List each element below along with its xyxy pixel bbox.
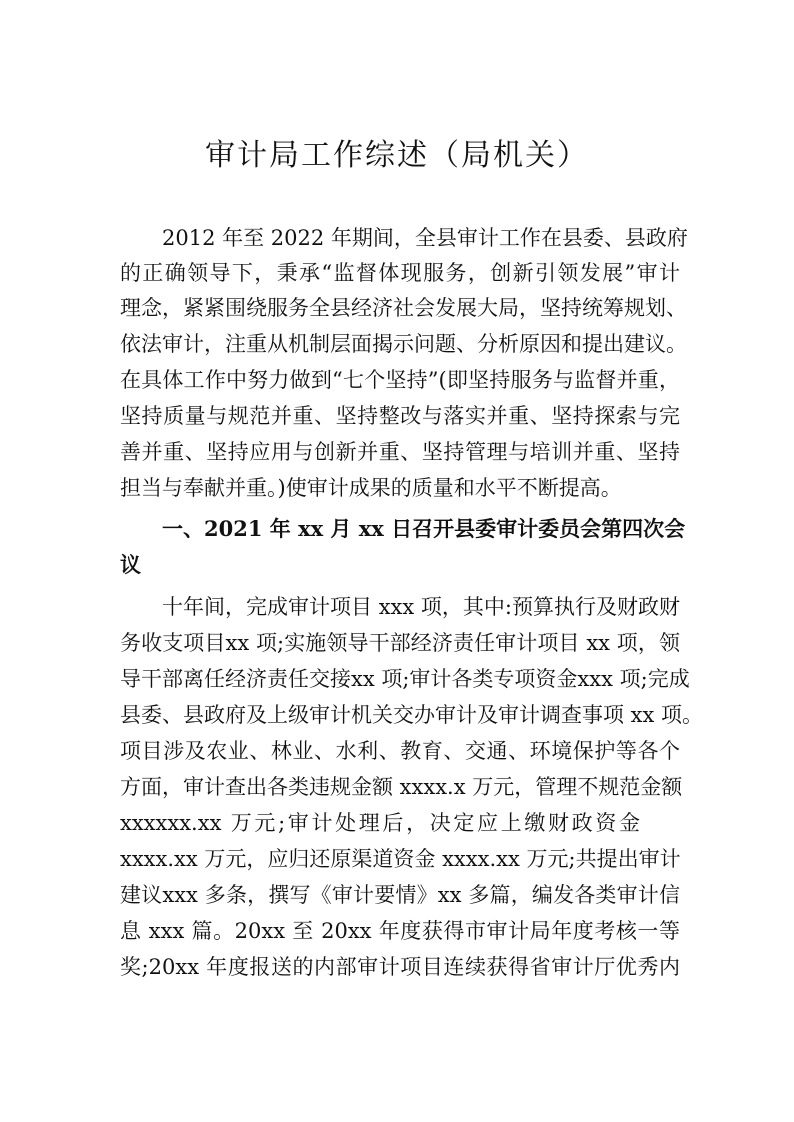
paragraph-line: 务收支项目xx 项;实施领导干部经济责任审计项目 xx 项，领 bbox=[120, 631, 680, 655]
section-heading-line: 议 bbox=[120, 552, 141, 577]
paragraph-line: 方面，审计查出各类违规金额 xxxx.x 万元，管理不规范金额 bbox=[120, 775, 683, 799]
section-heading-line: 一、2021 年 xx 月 xx 日召开县委审计委员会第四次会 bbox=[120, 516, 686, 541]
paragraph-line: 县委、县政府及上级审计机关交办审计及审计调查事项 xx 项。 bbox=[120, 703, 704, 727]
paragraph-line: 建议xxx 多条，撰写《审计要情》xx 多篇，编发各类审计信 bbox=[120, 883, 680, 907]
paragraph-line: 奖;20xx 年度报送的内部审计项目连续获得省审计厅优秀内 bbox=[120, 955, 680, 979]
paragraph-line: 的正确领导下，秉承“监督体现服务，创新引领发展”审计 bbox=[120, 261, 680, 285]
paragraph-line: 项目涉及农业、林业、水利、教育、交通、环境保护等各个 bbox=[120, 739, 680, 763]
paragraph-line: 担当与奉献并重。)使审计成果的质量和水平不断提高。 bbox=[120, 476, 622, 500]
paragraph-line: 息 xxx 篇。20xx 至 20xx 年度获得市审计局年度考核一等 bbox=[120, 919, 680, 943]
paragraph-line: 十年间，完成审计项目 xxx 项，其中:预算执行及财政财 bbox=[120, 595, 680, 619]
paragraph-line: xxxxxx.xx 万元;审计处理后，决定应上缴财政资金 bbox=[120, 811, 640, 835]
document-title: 审计局工作综述（局机关） bbox=[205, 138, 589, 173]
paragraph-line: 理念，紧紧围绕服务全县经济社会发展大局，坚持统筹规划、 bbox=[120, 296, 687, 320]
paragraph-line: 依法审计，注重从机制层面揭示问题、分析原因和提出建议。 bbox=[120, 332, 687, 356]
paragraph-line: 在具体工作中努力做到“七个坚持”(即坚持服务与监督并重， bbox=[120, 368, 680, 392]
paragraph-line: 导干部离任经济责任交接xx 项;审计各类专项资金xxx 项;完成 bbox=[120, 667, 690, 691]
paragraph-line: xxxx.xx 万元，应归还原渠道资金 xxxx.xx 万元;共提出审计 bbox=[120, 847, 681, 871]
paragraph-line: 善并重、坚持应用与创新并重、坚持管理与培训并重、坚持 bbox=[120, 440, 680, 464]
paragraph-line: 坚持质量与规范并重、坚持整改与落实并重、坚持探索与完 bbox=[120, 404, 680, 428]
paragraph-line: 2012 年至 2022 年期间，全县审计工作在县委、县政府 bbox=[120, 226, 688, 250]
